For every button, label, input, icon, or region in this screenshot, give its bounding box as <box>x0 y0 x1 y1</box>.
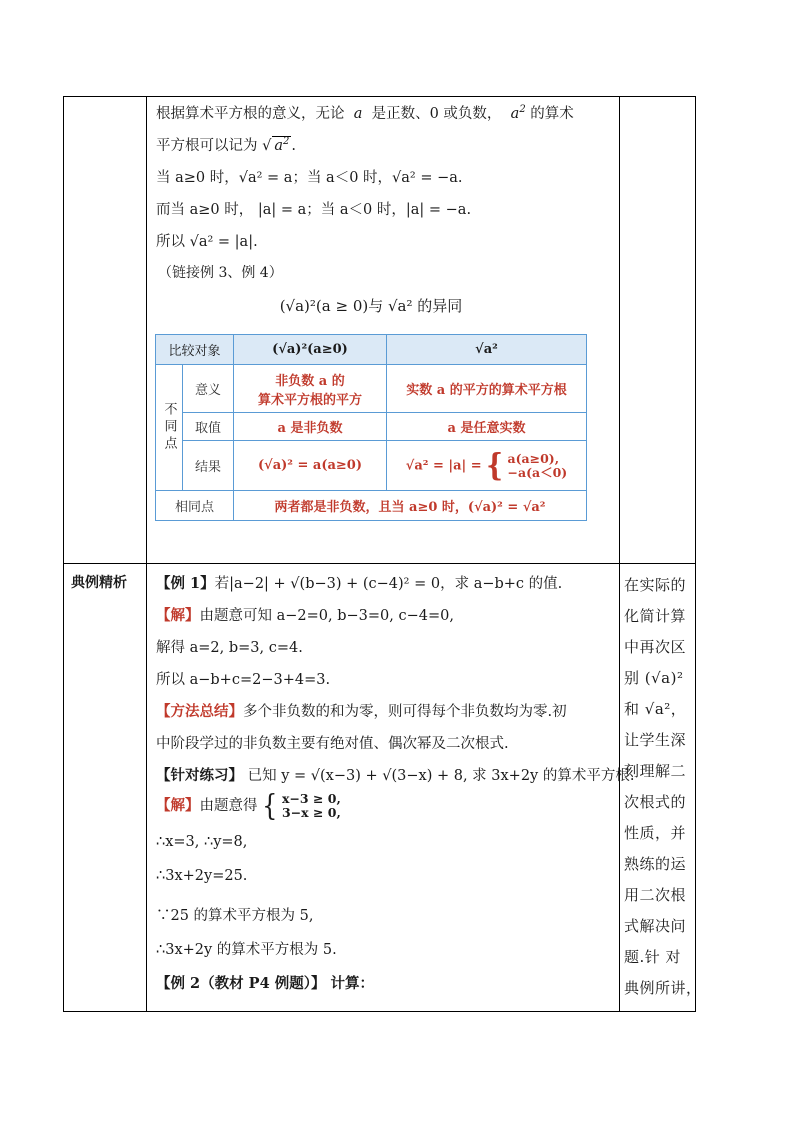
text-line-4: 而当 a≥0 时， |a| = a；当 a＜0 时，|a| = −a. <box>156 202 472 218</box>
row-divider <box>64 563 695 564</box>
note-line: 典例所讲， <box>624 979 702 997</box>
text-line-5: 所以 √a² = |a|. <box>156 234 258 250</box>
text-line-1: 根据算术平方根的意义，无论 a 是正数、0 或负数， $a^2$ 的算术 <box>156 104 574 122</box>
row-result-label: 结果 <box>183 441 234 491</box>
header-col-1: (√a)²(a≥0) <box>234 335 387 365</box>
method-summary-cont: 中阶段学过的非负数主要有绝对值、偶次幂及二次根式. <box>156 736 509 752</box>
note-line: 次根式的 <box>624 793 687 811</box>
text-line-3: 当 a≥0 时，√a² = a；当 a＜0 时，√a² = −a. <box>156 170 463 186</box>
note-line: 刻理解二 <box>624 762 687 780</box>
row-result-col2: √a² = |a| = { a(a≥0), −a(a＜0) <box>387 441 587 491</box>
note-line: 和 √a²， <box>624 700 687 718</box>
note-line: 性质，并 <box>624 824 687 842</box>
column-divider-left <box>146 97 147 1011</box>
example-2: 【例 2（教材 P4 例题）】 计算： <box>156 975 375 992</box>
note-line: 中再次区 <box>624 638 687 656</box>
practice-solution-5: ∴3x+2y 的算术平方根为 5. <box>156 942 337 958</box>
note-line: 熟练的运 <box>624 855 687 873</box>
section-label: 典例精析 <box>71 575 127 591</box>
note-line: 式解决问 <box>624 917 687 935</box>
example-1: 【例 1】若|a−2| + √(b−3) + (c−4)² = 0，求 a−b+c 的值. <box>156 575 563 592</box>
teaching-notes <box>624 570 702 1004</box>
note-line: 在实际的 <box>624 576 687 594</box>
comparison-table <box>155 334 587 521</box>
solution-1-line-1: 【解】由题意可知 a−2=0, b−3=0, c−4=0, <box>156 607 454 624</box>
comparison-title: (√a)²(a ≥ 0)与 √a² 的异同 <box>279 297 463 315</box>
solution-1-line-3: 所以 a−b+c=2−3+4=3. <box>156 672 331 688</box>
row-value-col1: a 是非负数 <box>234 413 387 441</box>
row-meaning-col2: 实数 a 的平方的算术平方根 <box>387 365 587 413</box>
practice-solution-3: ∴3x+2y=25. <box>156 868 248 884</box>
row-value-col2: a 是任意实数 <box>387 413 587 441</box>
note-line: 让学生深 <box>624 731 687 749</box>
header-compare-object: 比较对象 <box>156 335 234 365</box>
row-result-col1: (√a)² = a(a≥0) <box>234 441 387 491</box>
practice-solution-4: ∵25 的算术平方根为 5, <box>156 908 314 924</box>
practice-solution: 【解】由题意得 { x−3 ≥ 0, 3−x ≥ 0, <box>156 789 341 823</box>
header-col-2: √a² <box>387 335 587 365</box>
method-summary: 【方法总结】多个非负数的和为零，则可得每个非负数均为零.初 <box>156 703 567 720</box>
practice-solution-2: ∴x=3, ∴y=8, <box>156 834 248 850</box>
link-note: （链接例 3、例 4） <box>158 265 283 281</box>
column-divider-right <box>619 97 620 1011</box>
note-line: 别 (√a)² <box>624 669 684 687</box>
row-meaning-label: 意义 <box>183 365 234 413</box>
row-value-label: 取值 <box>183 413 234 441</box>
solution-1-line-2: 解得 a=2, b=3, c=4. <box>156 640 303 656</box>
practice: 【针对练习】 已知 y = √(x−3) + √(3−x) + 8, 求 3x+2y 的算术平方根. <box>156 767 635 784</box>
note-line: 化简计算 <box>624 607 687 625</box>
note-line: 用二次根 <box>624 886 687 904</box>
same-label: 相同点 <box>156 491 234 521</box>
group-label: 不同点 <box>156 365 183 491</box>
note-line: 题.针 对 <box>624 948 682 966</box>
row-meaning-col1: 非负数 a 的 算术平方根的平方 <box>234 365 387 413</box>
same-text: 两者都是非负数，且当 a≥0 时，(√a)² = √a² <box>234 491 587 521</box>
text-line-2: 平方根可以记为 √ $a^2$ . <box>156 136 296 154</box>
